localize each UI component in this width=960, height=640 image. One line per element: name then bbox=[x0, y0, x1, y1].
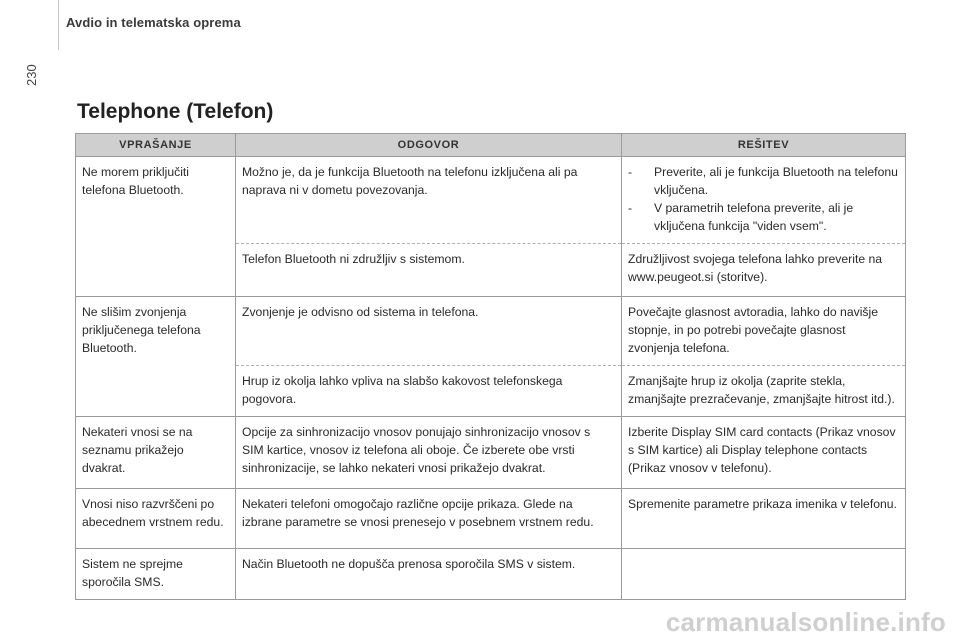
section-header: Avdio in telematska oprema bbox=[66, 15, 241, 30]
solution-cell bbox=[622, 549, 906, 600]
table-row bbox=[76, 157, 906, 244]
margin-rule bbox=[58, 0, 59, 50]
answer-cell: Nekateri telefoni omogočajo različne opcije prikaza. Glede na izbrane parametre se vnosi prenesejo v posebnem vrstnem redu. bbox=[236, 489, 622, 549]
solution-cell bbox=[622, 157, 906, 244]
list-item: - V parametrih telefona preverite, ali je vključena funkcija "viden vsem". bbox=[628, 201, 854, 233]
solution-cell: Zmanjšajte hrup iz okolja (zaprite stekla, zmanjšajte prezračevanje, zmanjšajte hitrost itd.). bbox=[622, 366, 906, 417]
answer-cell: Hrup iz okolja lahko vpliva na slabšo kakovost telefonskega pogovora. bbox=[236, 366, 622, 417]
page-number: 230 bbox=[24, 64, 39, 86]
column-header-question: VPRAŠANJE bbox=[76, 134, 236, 157]
column-header-solution: REŠITEV bbox=[622, 134, 906, 157]
solution-item-text: V parametrih telefona preverite, ali je vključena funkcija "viden vsem". bbox=[654, 201, 854, 233]
solution-cell: Povečajte glasnost avtoradia, lahko do navišje stopnje, in po potrebi povečajte glasnost zvonjenja telefona. bbox=[622, 297, 906, 366]
solution-item-text: Preverite, ali je funkcija Bluetooth na telefonu vključena. bbox=[654, 165, 898, 197]
answer-cell: Telefon Bluetooth ni združljiv s sistemom. bbox=[236, 244, 622, 297]
list-item: - Preverite, ali je funkcija Bluetooth na telefonu vključena. bbox=[628, 165, 898, 197]
solution-list bbox=[628, 163, 899, 235]
question-cell: Sistem ne sprejme sporočila SMS. bbox=[76, 549, 236, 600]
question-cell: Ne slišim zvonjenja priključenega telefona Bluetooth. bbox=[76, 297, 236, 417]
solution-cell: Spremenite parametre prikaza imenika v telefonu. bbox=[622, 489, 906, 549]
table-row bbox=[76, 549, 906, 600]
table-header-row bbox=[76, 134, 906, 157]
table-row bbox=[76, 417, 906, 489]
table-row bbox=[76, 297, 906, 366]
answer-cell: Zvonjenje je odvisno od sistema in telefona. bbox=[236, 297, 622, 366]
answer-cell: Način Bluetooth ne dopušča prenosa sporočila SMS v sistem. bbox=[236, 549, 622, 600]
question-cell: Vnosi niso razvrščeni po abecednem vrstnem redu. bbox=[76, 489, 236, 549]
page-title: Telephone (Telefon) bbox=[77, 100, 274, 123]
answer-cell: Opcije za sinhronizacijo vnosov ponujajo sinhronizacijo vnosov s SIM kartice, vnosov iz telefona ali oboje. Če izberete obe vrsti sinhronizacije, se lahko nekateri vnosi prikažejo dvakrat. bbox=[236, 417, 622, 489]
answer-cell: Možno je, da je funkcija Bluetooth na telefonu izključena ali pa naprava ni v dometu povezovanja. bbox=[236, 157, 622, 244]
question-cell: Ne morem priključiti telefona Bluetooth. bbox=[76, 157, 236, 297]
solution-cell: Izberite Display SIM card contacts (Prikaz vnosov s SIM kartice) ali Display telephone contacts (Prikaz vnosov v telefonu). bbox=[622, 417, 906, 489]
table-row bbox=[76, 489, 906, 549]
solution-cell: Združljivost svojega telefona lahko preverite na www.peugeot.si (storitve). bbox=[622, 244, 906, 297]
troubleshooting-table bbox=[75, 133, 906, 600]
question-cell: Nekateri vnosi se na seznamu prikažejo dvakrat. bbox=[76, 417, 236, 489]
column-header-answer: ODGOVOR bbox=[236, 134, 622, 157]
watermark: carmanualsonline.info bbox=[665, 607, 946, 637]
